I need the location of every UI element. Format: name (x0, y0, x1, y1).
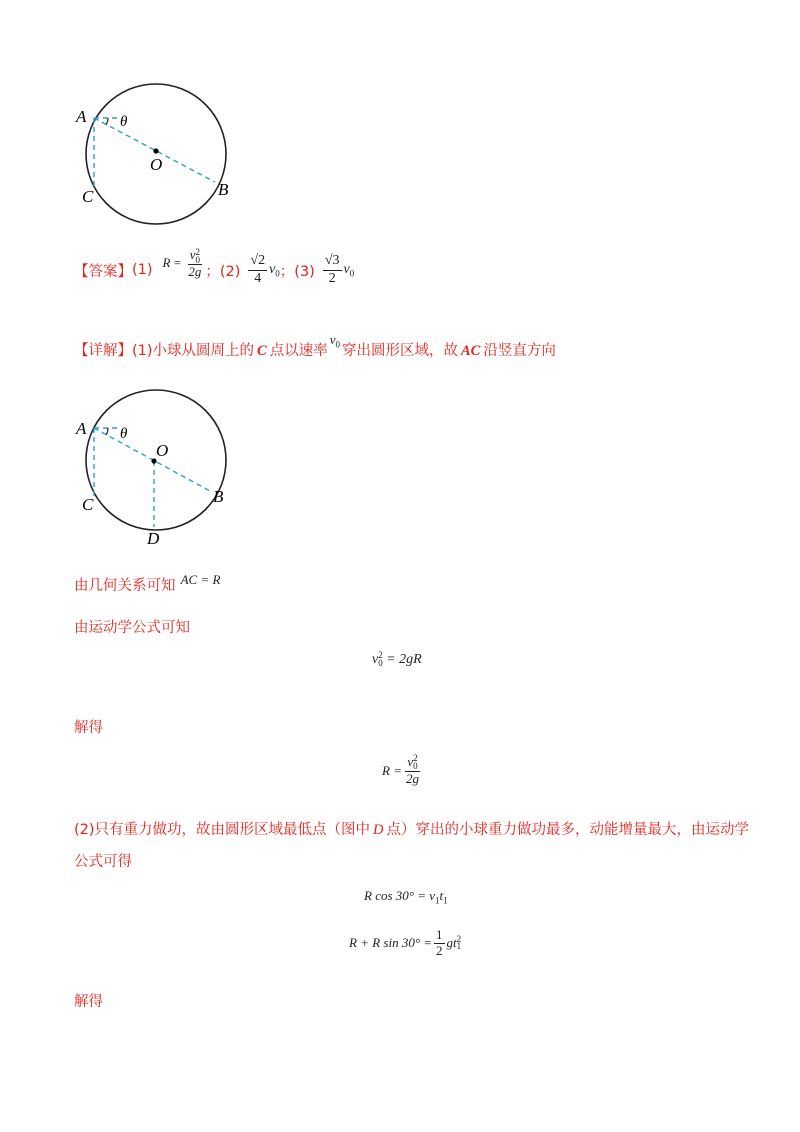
label-C: C (82, 495, 94, 514)
geo-line: 由几何关系可知 $^{AC = R}$ (74, 572, 221, 594)
answer-sep2: ；(3) (279, 263, 315, 280)
answer-eq3: $\frac{√3}{2}$ $v_0$ (324, 253, 355, 286)
answer-eq1: R = v 2 0 2g (162, 246, 202, 280)
label-C: C (82, 187, 94, 206)
part2-line1: (2)只有重力做功，故由圆形区域最低点（图中 D 点）穿出的小球重力做功最多，动能增量最大，由运动学 (74, 822, 750, 838)
label-theta: θ (120, 426, 128, 442)
answer-eq2: $\frac{√2}{4}$ $v_0$ (250, 253, 280, 286)
eq-sin: R + R sin 30° = $\frac{1}{2}$ gt 2 1 (349, 927, 462, 958)
answer-line (74, 248, 354, 292)
solve-text-1: 解得 (74, 720, 103, 736)
eq-geo: AC = R (180, 572, 221, 587)
label-theta: θ (120, 114, 128, 130)
part2-line2: 公式可得 (74, 854, 132, 870)
label-O: O (150, 155, 163, 174)
label-O: O (156, 441, 169, 460)
detail-label: 【详解】 (74, 343, 132, 359)
label-D: D (147, 529, 160, 548)
label-B: B (218, 180, 229, 199)
angle-arc (106, 428, 108, 435)
circle-diagram-2 (70, 385, 250, 555)
label-B: B (213, 487, 224, 506)
circle-outline (86, 84, 229, 224)
figure-circle-2 (70, 385, 250, 555)
answer-part1: (1) (132, 262, 153, 278)
kin-text: 由运动学公式可知 (74, 620, 190, 636)
label-A: A (76, 419, 87, 438)
eq-solve: R = v 2 0 2g (382, 753, 419, 786)
figure-circle-1 (70, 75, 250, 235)
eq-cos: R $\cos 30^\circ = v_1t_1$ (364, 888, 448, 906)
label-A: A (76, 107, 87, 126)
answer-label: 【答案】 (74, 263, 132, 280)
angle-arc (106, 118, 108, 125)
answer-sep1: ；(2) (205, 263, 241, 280)
detail-v0: $v_0$ (329, 332, 340, 350)
solve-text-2: 解得 (74, 994, 103, 1010)
center-dot (153, 148, 158, 153)
detail-line: 【详解】 (1)小球从圆周上的 C 点以速率 $v_0$ 穿出圆形区域，故 AC 沿竖直方向 (74, 332, 556, 359)
eq-kin: v 2 0 = 2gR (372, 650, 422, 668)
